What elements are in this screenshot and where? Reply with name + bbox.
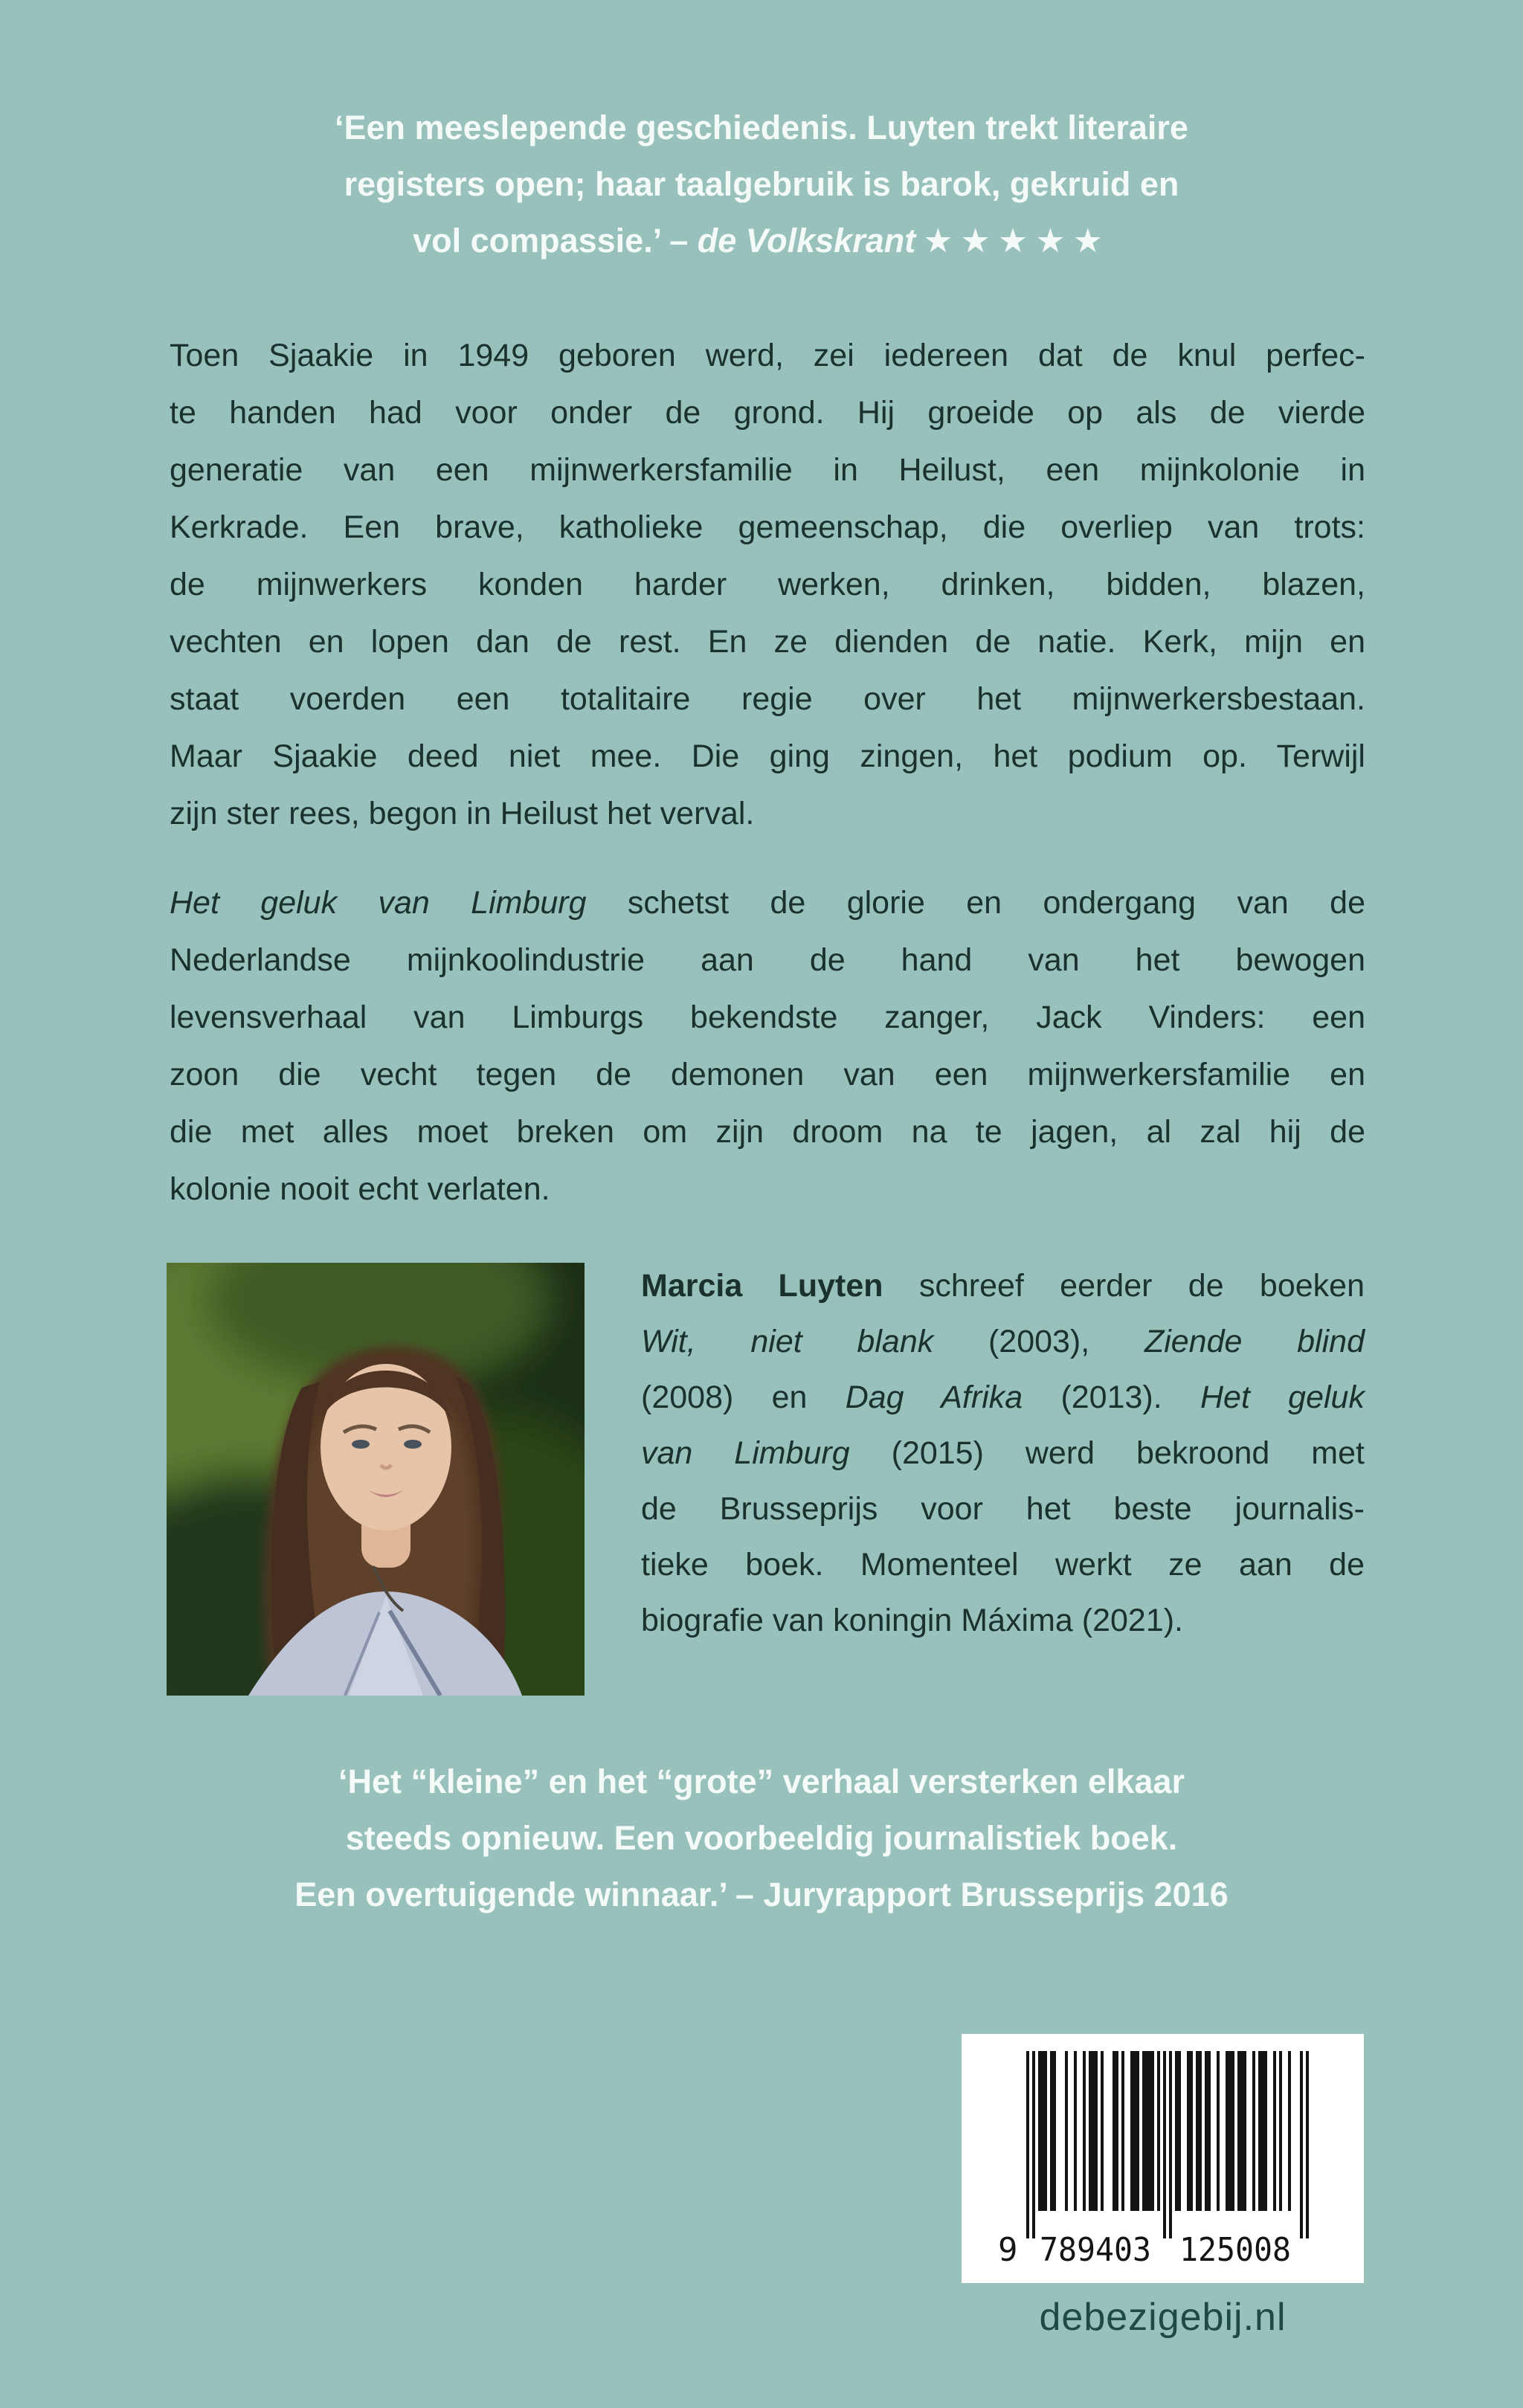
text-segment: (2008) en: [641, 1380, 846, 1415]
text-line: [170, 1161, 1365, 1218]
text-segment: zijn ster rees, begon in Heilust het verval.: [170, 796, 755, 831]
text-segment: schreef eerder de boeken: [883, 1268, 1365, 1304]
author-photo: [167, 1263, 585, 1696]
text-line: [641, 1593, 1365, 1649]
text-segment: de Brusseprijs voor het beste journalis-: [641, 1491, 1365, 1527]
text-line: [170, 499, 1365, 556]
text-segment: die met alles moet breken om zijn droom na te jagen, al zal hij de: [170, 1114, 1365, 1150]
text-segment: Nederlandse mijnkoolindustrie aan de hand van het bewogen: [170, 942, 1365, 978]
publisher-site: debezigebij.nl: [1039, 2296, 1287, 2339]
text-segment: ‘Het “kleine” en het “grote” verhaal versterken elkaar: [338, 1762, 1185, 1800]
text-line: [59, 1754, 1464, 1810]
text-line: [170, 728, 1365, 785]
text-segment: levensverhaal van Limburgs bekendste zanger, Jack Vinders: een: [170, 999, 1365, 1035]
text-segment: Kerkrade. Een brave, katholieke gemeenschap, die overliep van trots:: [170, 509, 1365, 545]
star-rating: ★★★★★: [923, 222, 1110, 260]
barcode-digit-group: 9: [997, 2230, 1017, 2267]
text-line: [170, 932, 1365, 989]
text-line: [170, 614, 1365, 671]
text-line: [170, 384, 1365, 442]
text-segment: Maar Sjaakie deed niet mee. Die ging zingen, het podium op. Terwijl: [170, 738, 1365, 774]
text-segment: Een overtuigende winnaar.’ – Juryrapport Brusseprijs 2016: [294, 1876, 1229, 1913]
text-segment: kolonie nooit echt verlaten.: [170, 1171, 550, 1207]
text-segment: (2003),: [933, 1324, 1144, 1359]
text-line: [170, 1104, 1365, 1161]
text-segment: Marcia Luyten: [641, 1268, 883, 1304]
author-bio: [641, 1258, 1365, 1649]
text-segment: zoon die vecht tegen de demonen van een mijnwerkersfamilie en: [170, 1057, 1365, 1092]
barcode-digit-group: 789403: [1039, 2230, 1151, 2267]
text-segment: Wit, niet blank: [641, 1324, 934, 1359]
text-line: [641, 1370, 1365, 1426]
ean-barcode: [996, 2051, 1330, 2267]
barcode-panel: [962, 2034, 1364, 2283]
text-segment: Ziende blind: [1144, 1324, 1365, 1359]
text-segment: steeds opnieuw. Een voorbeeldig journalistiek boek.: [345, 1819, 1178, 1857]
text-segment: Het geluk van Limburg: [170, 885, 587, 921]
text-line: [170, 1046, 1365, 1104]
text-line: [641, 1258, 1365, 1314]
press-quote-volkskrant: [89, 100, 1434, 269]
text-line: [170, 875, 1365, 932]
text-line: [170, 671, 1365, 728]
text-line: [641, 1314, 1365, 1370]
text-segment: staat voerden een totalitaire regie over het mijnwerkersbestaan.: [170, 681, 1365, 717]
text-line: [89, 100, 1434, 156]
synopsis-paragraph-1: [170, 327, 1365, 843]
author-portrait-illustration: [167, 1263, 585, 1696]
text-segment: generatie van een mijnwerkersfamilie in Heilust, een mijnkolonie in: [170, 452, 1365, 488]
text-line: [170, 327, 1365, 384]
text-line: [59, 1810, 1464, 1867]
text-segment: (2015) werd bekroond met: [849, 1435, 1365, 1471]
text-line: [641, 1537, 1365, 1593]
barcode-bars: [1026, 2051, 1309, 2238]
jury-quote-brusseprijs: [59, 1754, 1464, 1923]
text-segment: te handen had voor onder de grond. Hij groeide op als de vierde: [170, 395, 1365, 431]
text-segment: de mijnwerkers konden harder werken, drinken, bidden, blazen,: [170, 567, 1365, 602]
barcode-digit-group: 125008: [1179, 2230, 1291, 2267]
text-segment: (2013).: [1023, 1380, 1200, 1415]
text-line: [89, 213, 1434, 269]
text-line: [170, 785, 1365, 843]
text-line: [641, 1426, 1365, 1481]
text-segment: Toen Sjaakie in 1949 geboren werd, zei iedereen dat de knul perfec-: [170, 338, 1365, 373]
text-segment: Dag Afrika: [845, 1380, 1023, 1415]
text-segment: tieke boek. Momenteel werkt ze aan de: [641, 1547, 1365, 1583]
text-segment: vechten en lopen dan de rest. En ze dienden de natie. Kerk, mijn en: [170, 624, 1365, 660]
synopsis-paragraph-2: [170, 875, 1365, 1218]
text-segment: Het geluk: [1200, 1380, 1365, 1415]
text-segment: de Volkskrant: [697, 222, 916, 260]
text-segment: van Limburg: [641, 1435, 850, 1471]
text-line: [641, 1481, 1365, 1537]
text-line: [170, 556, 1365, 614]
text-segment: registers open; haar taalgebruik is barok, gekruid en: [344, 165, 1179, 203]
text-line: [170, 989, 1365, 1046]
text-line: [89, 156, 1434, 213]
text-line: [59, 1867, 1464, 1923]
text-segment: biografie van koningin Máxima (2021).: [641, 1603, 1184, 1638]
text-line: [170, 442, 1365, 499]
text-segment: schetst de glorie en ondergang van de: [586, 885, 1365, 921]
text-segment: ‘Een meeslepende geschiedenis. Luyten trekt literaire: [335, 109, 1188, 147]
text-segment: vol compassie.’ –: [413, 222, 698, 260]
